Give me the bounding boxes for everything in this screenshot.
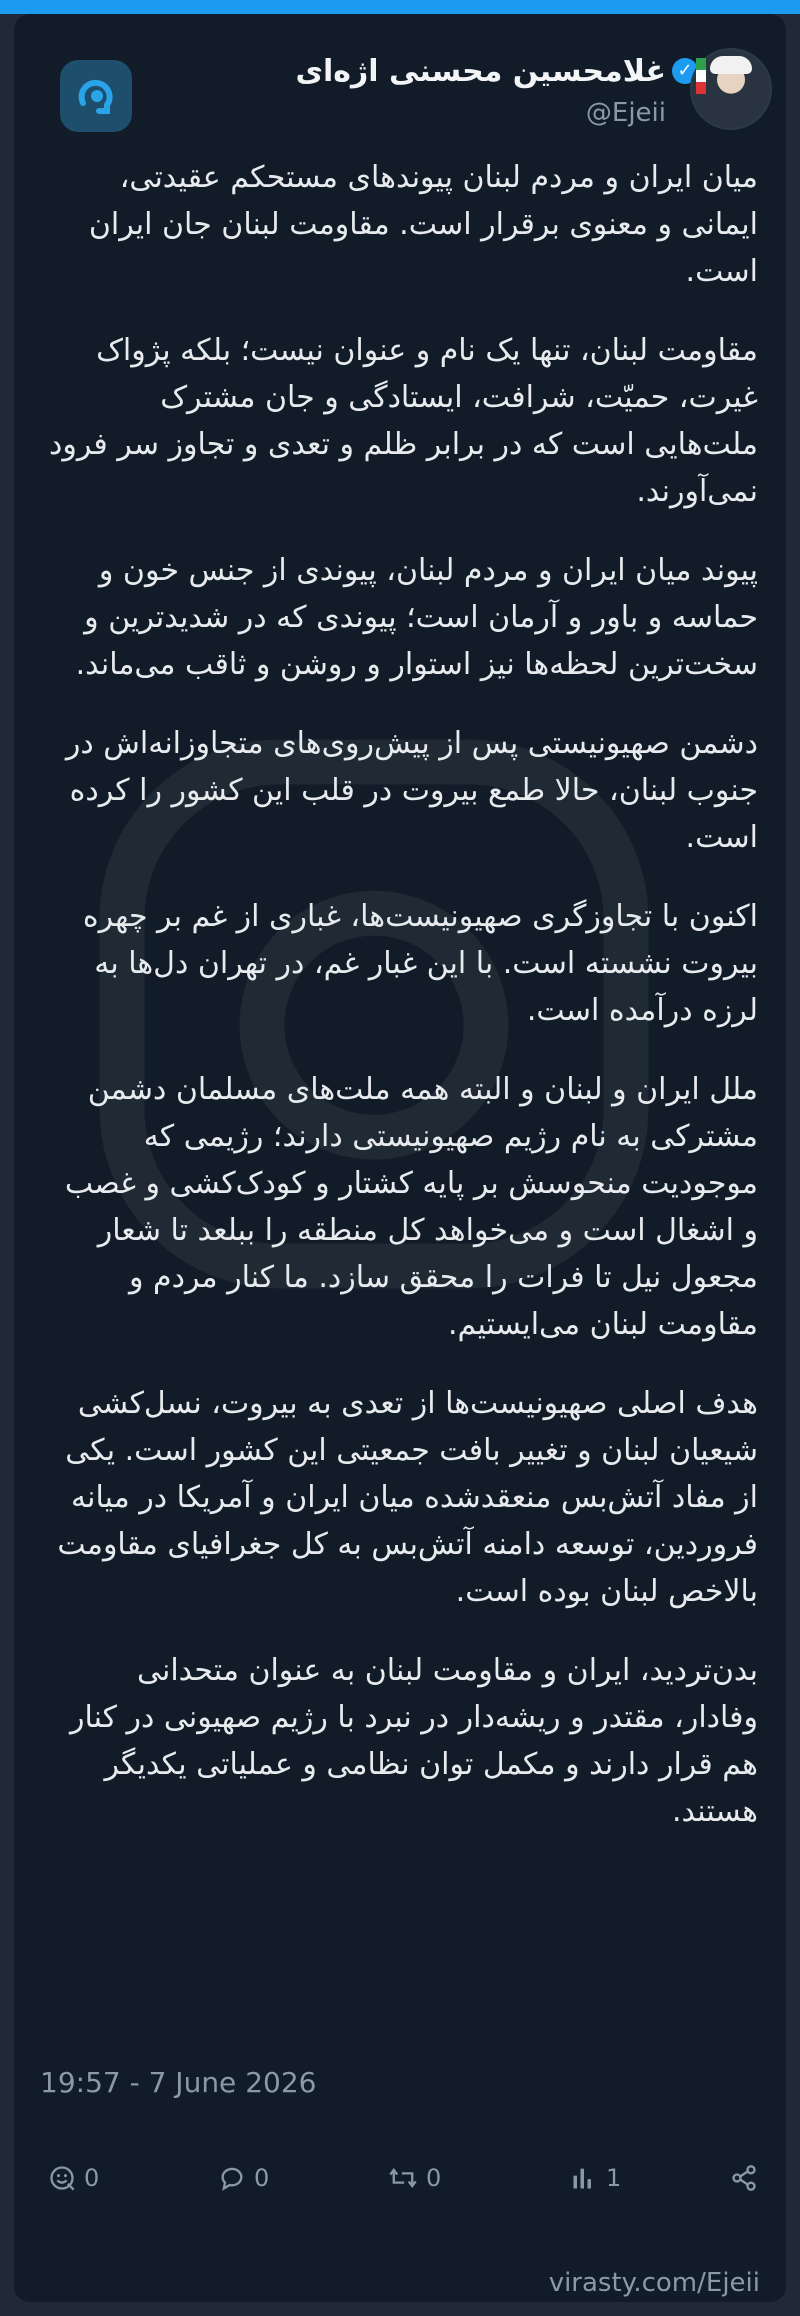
like-count: 0 xyxy=(84,2164,100,2192)
share-icon xyxy=(730,2164,758,2192)
post-header xyxy=(14,14,786,154)
reply-button[interactable] xyxy=(218,2154,269,2202)
virasty-logo-icon[interactable] xyxy=(60,60,132,132)
like-button[interactable] xyxy=(48,2154,99,2202)
views-button[interactable] xyxy=(570,2154,621,2202)
avatar-turban xyxy=(710,56,752,74)
post-timestamp[interactable]: 19:57 - 7 June 2026 xyxy=(40,2066,317,2099)
repost-button[interactable] xyxy=(388,2154,441,2202)
post-card xyxy=(14,14,786,2302)
reply-count: 0 xyxy=(254,2164,270,2192)
views-chart-icon xyxy=(570,2164,598,2192)
post-paragraph: ملل ایران و لبنان و البته همه ملت‌های مسلمان دشمن مشترکی به نام رژیم صهیونیستی دارند؛ رژیمی که موجودیت منحوسش بر پایه کشتار و کودک‌کشی و غصب و اشغال است و می‌خواهد کل منطقه را ببلعد تا شعار مجعول نیل تا فرات را محقق سازد. ما کنار مردم و مقاومت لبنان می‌ایستیم. xyxy=(64,1072,758,1342)
repost-count: 0 xyxy=(426,2164,442,2192)
post-paragraph: مقاومت لبنان، تنها یک نام و عنوان نیست؛ بلکه پژواک غیرت، حمیّت، شرافت، ایستادگی و جان مشترک ملت‌هایی است که در برابر ظلم و تعدی و تجاوز سر فرود نمی‌آورند. xyxy=(48,333,758,509)
share-button[interactable] xyxy=(730,2154,758,2202)
flag-icon xyxy=(696,58,706,94)
post-paragraph: دشمن صهیونیستی پس از پیش‌روی‌های متجاوزانه‌اش در جنوب لبنان، حالا طمع بیروت در قلب این کشور را کرده است. xyxy=(65,726,758,855)
author-handle[interactable]: @Ejeii xyxy=(585,98,666,128)
post-paragraph: میان ایران و مردم لبنان پیوندهای مستحکم عقیدتی، ایمانی و معنوی برقرار است. مقاومت لبنان جان ایران است. xyxy=(88,160,758,289)
post-content xyxy=(48,154,758,1867)
post-paragraph: هدف اصلی صهیونیست‌ها از تعدی به بیروت، نسل‌کشی شیعیان لبنان و تغییر بافت جمعیتی این کشور است. یکی از مفاد آتش‌بس منعقدشده میان ایران و آمریکا در میانه فروردین، توسعه دامنه آتش‌بس به کل جغرافیای مقاومت بالاخص لبنان بوده است. xyxy=(57,1386,758,1609)
post-paragraph: پیوند میان ایران و مردم لبنان، پیوندی از جنس خون و حماسه و باور و آرمان است؛ پیوندی که در شدیدترین و سخت‌ترین لحظه‌ها نیز استوار و روشن و ثاقب می‌ماند. xyxy=(75,553,758,682)
comment-icon xyxy=(218,2164,246,2192)
post-paragraph: اکنون با تجاوزگری صهیونیست‌ها، غباری از غم بر چهره بیروت نشسته است. با این غبار غم، در تهران دل‌ها به لرزه درآمده است. xyxy=(82,899,758,1028)
post-paragraph: بدن‌تردید، ایران و مقاومت لبنان به عنوان متحدانی وفادار، مقتدر و ریشه‌دار در نبرد با رژیم صهیونی در کنار هم قرار دارند و مکمل توان نظامی و عملیاتی یکدیگر هستند. xyxy=(69,1653,758,1829)
views-count: 1 xyxy=(606,2164,622,2192)
top-accent-bar xyxy=(0,0,800,14)
footer-link[interactable]: virasty.com/Ejeii xyxy=(548,2268,760,2298)
verified-check-icon: ✓ xyxy=(672,58,698,84)
avatar[interactable] xyxy=(690,48,772,130)
author-name[interactable]: غلامحسین محسنی اژه‌ای xyxy=(295,54,666,89)
footer xyxy=(14,2268,786,2298)
action-bar xyxy=(14,2154,786,2202)
repost-icon xyxy=(388,2164,418,2192)
heart-icon xyxy=(48,2164,76,2192)
